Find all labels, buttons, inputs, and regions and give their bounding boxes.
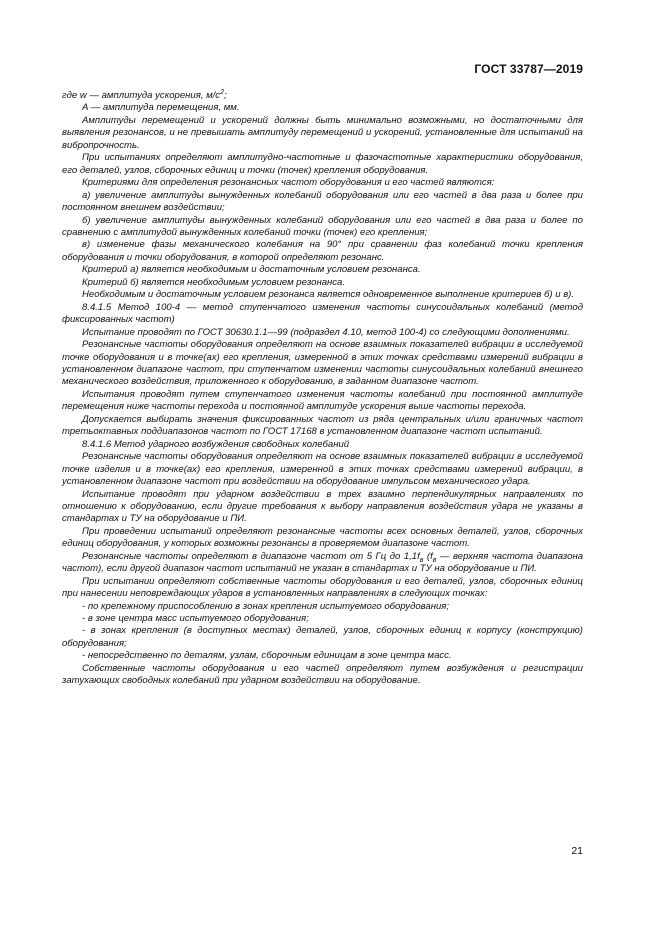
frequency-text-3: — верхняя частота диапазона частот), если другой диапазон частот испытаний не указан в стандартах и ТУ на оборудование и ПИ. [62, 550, 584, 575]
paragraph: Критерий б) является необходимым условием резонанса. [82, 276, 346, 288]
section-heading-8-4-1-6: 8.4.1.6 Метод ударного возбуждения свободных колебаний [82, 438, 350, 450]
paragraph: Собственные частоты оборудования и его частей определяют путем возбуждения и регистрации затухающих свободных колебаний при ударном воздействии на оборудование. [62, 662, 583, 687]
definition-a: A — амплитуда перемещения, мм. [82, 102, 240, 114]
paragraph: Испытание проводят по ГОСТ 30630.1.1—99 (подраздел 4.10, метод 100-4) со следующими дополнениями. [82, 326, 570, 338]
definition-w [62, 90, 583, 102]
section-heading-8-4-1-5: 8.4.1.5 Метод 100-4 — метод ступенчатого изменения частоты синусоидальных колебаний (метод фиксированных частот) [62, 301, 583, 326]
frequency-paragraph [62, 551, 583, 576]
paragraph: Критериями для определения резонансных частот оборудования и его частей являются: [82, 177, 495, 189]
list-item: - по крепежному приспособлению в зонах крепления испытуемого оборудования; [82, 600, 450, 612]
frequency-subscript-1: в [419, 556, 424, 564]
paragraph: При испытаниях определяют амплитудно-частотные и фазочастотные характеристики оборудования, его деталей, узлов, сборочных единиц и точки (точек) крепления оборудования. [62, 152, 583, 176]
paragraph: При испытании определяют собственные частоты оборудования и его деталей, узлов, сборочных единиц при нанесении неповреждающих ударов в установленных направлениях в следующих точках: [62, 575, 583, 600]
list-item: - в зонах крепления (в доступных местах) деталей, узлов, сборочных единиц к корпусу (конструкцию) оборудования; [62, 625, 583, 649]
list-item: - непосредственно по деталям, узлам, сборочным единицам в зоне центра масс. [82, 650, 452, 662]
page-body [62, 90, 583, 688]
paragraph: Резонансные частоты оборудования определяют на основе взаимных показателей вибрации в исследуемой точке изделия и в точке(ах) его крепления, измеренной в этих точках средствами измерений вибрации, в установленном диапазоне частот при воздействии на оборудование импульсом механического удара. [62, 451, 583, 488]
definition-w-superscript: 2 [220, 88, 224, 96]
paragraph: Необходимым и достаточным условием резонанса является одновременное выполнение критериев б) и в). [82, 289, 575, 301]
page-number: 21 [571, 845, 583, 857]
definition-w-end: ; [223, 90, 227, 101]
paragraph: При проведении испытаний определяют резонансные частоты всех основных деталей, узлов, сборочных единиц оборудования, у которых возможны резонансы в проверяемом диапазоне частот. [62, 525, 583, 550]
definition-w-text: где w — амплитуда ускорения, м/с [62, 90, 221, 101]
paragraph: Амплитуды перемещений и ускорений должны быть минимально возможными, но достаточными для выявления резонансов, и не превышать амплитуду перемещений и ускорений, установленные для испытаний на вибропрочность. [62, 114, 583, 151]
list-item: - в зоне центра масс испытуемого оборудования; [82, 613, 309, 625]
document-number: ГОСТ 33787—2019 [474, 62, 583, 76]
criterion-a: а) увеличение амплитуды вынужденных колебаний оборудования или его частей в два раза и более при постоянном внешнем воздействии; [62, 189, 583, 214]
criterion-b: б) увеличение амплитуды вынужденных колебаний оборудования или его частей в два раза и более по сравнению с амплитудой вынужденных колебаний точки (точек) его крепления; [62, 214, 583, 238]
paragraph: Допускается выбирать значения фиксированных частот из ряда центральных и/или граничных частот третьоктавных поддиапазонов частот по ГОСТ 17168 в установленном диапазоне частот испытаний. [62, 413, 583, 438]
paragraph: Испытания проводят путем ступенчатого изменения частоты колебаний при постоянной амплитуде перемещения ниже частоты перехода и постоянной амплитуде ускорения выше частоты перехода. [62, 388, 583, 413]
paragraph: Критерий а) является необходимым и достаточным условием резонанса. [82, 264, 421, 276]
paragraph: Испытание проводят при ударном воздействии в трех взаимно перпендикулярных направлениях по отношению к оборудованию, если другие требования к выбору направления воздействия удара не указаны в стандартах и ТУ на оборудование и ПИ. [62, 488, 583, 525]
frequency-text-2: (f [423, 550, 433, 562]
frequency-text-1: Резонансные частоты определяют в диапазоне частот от 5 Гц до 1,1f [82, 550, 420, 562]
criterion-c: в) изменение фазы механического колебания на 90° при сравнении фаз колебаний точки крепления оборудования и точки оборудования, в которой определяют резонанс. [62, 239, 583, 263]
frequency-subscript-2: в [432, 556, 437, 564]
paragraph: Резонансные частоты оборудования определяют на основе взаимных показателей вибрации в исследуемой точке оборудования и в точке(ах) его крепления, измеренной в этих точках средствами измерений вибрации в установленном диапазоне частот, при ступенчатом изменении частоты синусоидальных колебаний внешнего механического воздействия, приложенного к оборудованию, в заданном диапазоне частот. [62, 339, 583, 388]
